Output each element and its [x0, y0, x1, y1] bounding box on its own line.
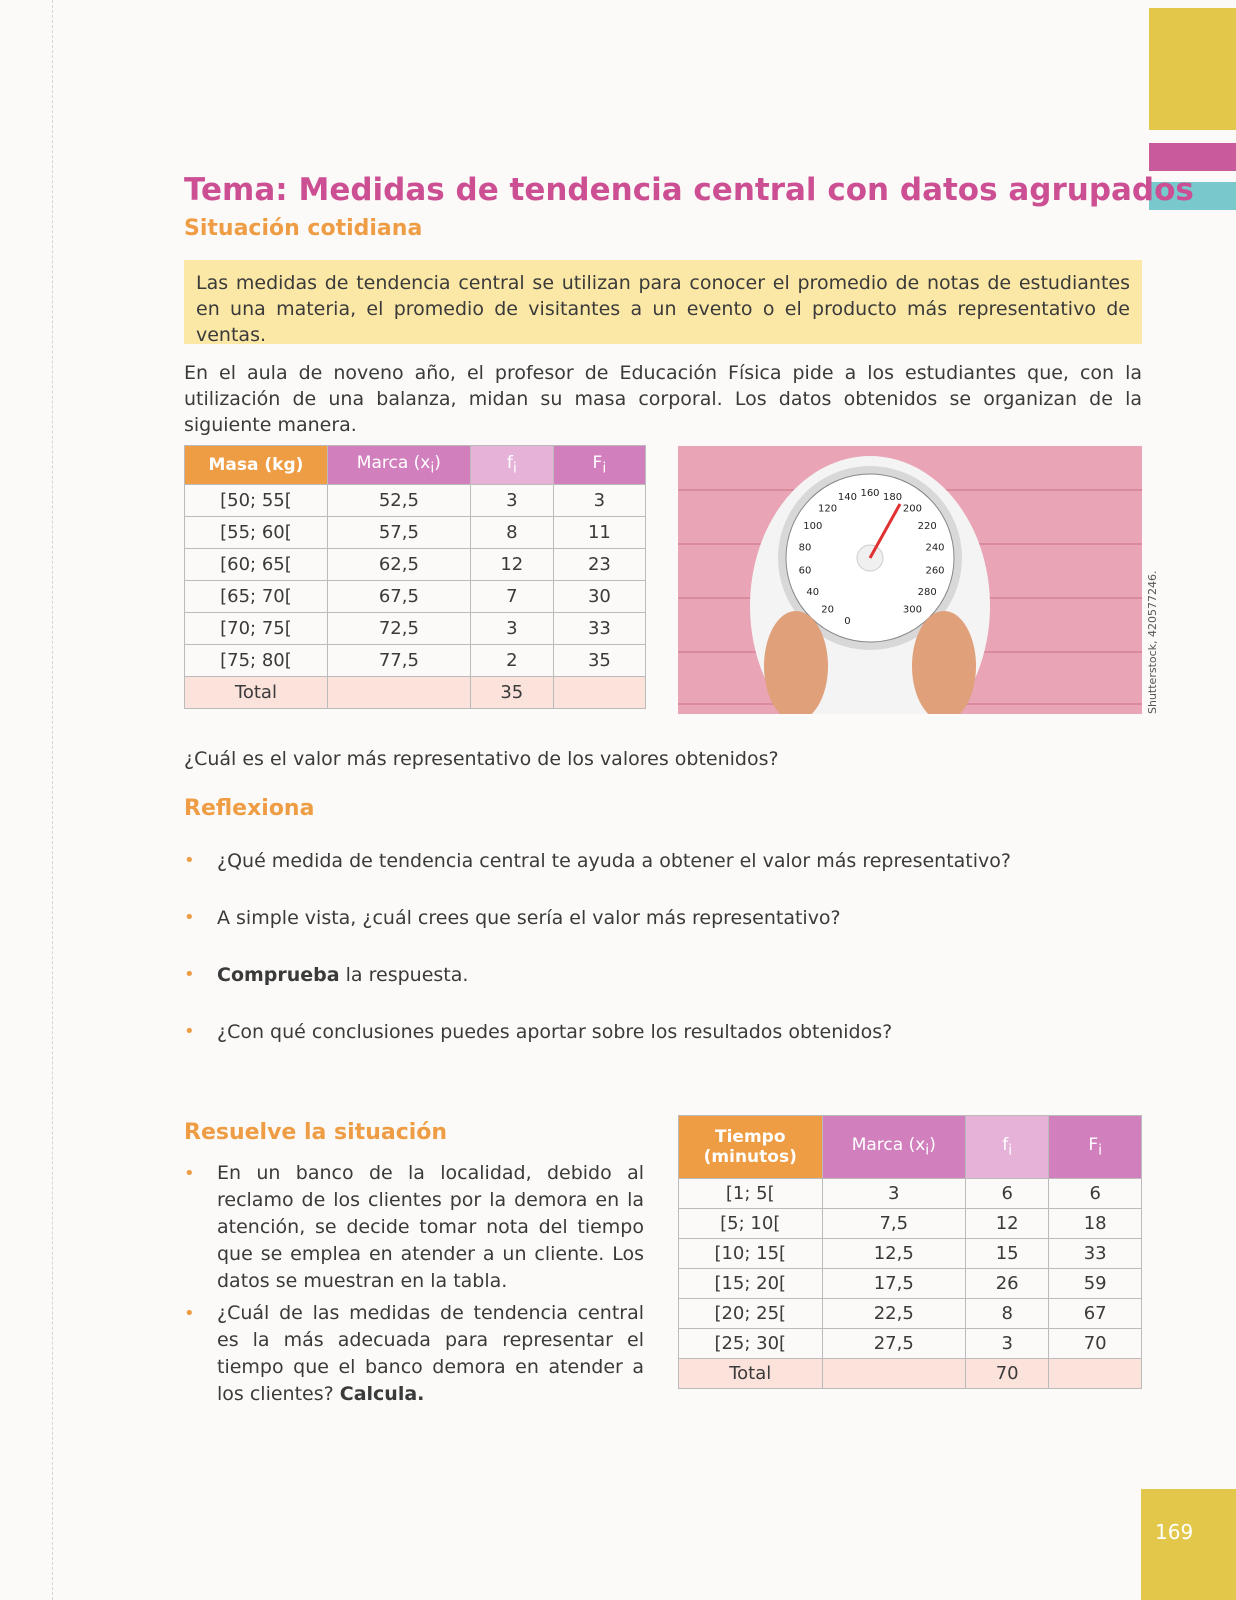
- list-item: [184, 964, 1124, 1021]
- scale-illustration: [678, 446, 1142, 714]
- time-table-header: [679, 1116, 1142, 1179]
- resuelve-heading: Resuelve la situación: [184, 1120, 448, 1145]
- table-cell: 33: [1049, 1239, 1142, 1269]
- table-cell: [55; 60[: [185, 517, 328, 549]
- total-row: [185, 677, 646, 709]
- bathroom-scale-photo: [678, 446, 1142, 714]
- table-cell: 2: [470, 645, 553, 677]
- table-cell: 3: [470, 613, 553, 645]
- table-cell: 33: [553, 613, 645, 645]
- dial-number: 160: [860, 488, 880, 499]
- time-table: [678, 1115, 1142, 1389]
- dial-number: 260: [925, 565, 945, 577]
- table-cell: [553, 677, 645, 709]
- list-item: • ¿Qué medida de tendencia central te ayuda a obtener el valor más representativo?: [184, 850, 1124, 907]
- mass-table: [184, 445, 646, 709]
- header-tiempo: Tiempo (minutos): [679, 1116, 823, 1179]
- table-cell: [20; 25[: [679, 1299, 823, 1329]
- side-tab-yellow: [1149, 8, 1236, 130]
- table-cell: 3: [553, 485, 645, 517]
- table-row: [185, 517, 646, 549]
- table-cell: [822, 1359, 966, 1389]
- situacion-heading: Situación cotidiana: [184, 216, 423, 241]
- page-number: 169: [1155, 1520, 1194, 1544]
- table-cell: 17,5: [822, 1269, 966, 1299]
- header-Fi: $F_i$: [1049, 1116, 1142, 1179]
- table-cell: 67: [1049, 1299, 1142, 1329]
- dial-number: 220: [917, 521, 937, 532]
- side-tab-magenta: [1149, 143, 1236, 171]
- intro-box: Las medidas de tendencia central se utilizan para conocer el promedio de notas de estudiantes en una materia, el promedio de visitantes a un evento o el producto más representativo de ventas.: [184, 260, 1142, 344]
- reflexiona-heading: Reflexiona: [184, 796, 315, 821]
- list-item: • A simple vista, ¿cuál crees que sería el valor más representativo?: [184, 907, 1124, 964]
- table-cell: 11: [553, 517, 645, 549]
- table-cell: [65; 70[: [185, 581, 328, 613]
- table-cell: [75; 80[: [185, 645, 328, 677]
- header-fi: $f_i$: [470, 446, 553, 485]
- bold-text: Calcula.: [339, 1383, 425, 1405]
- table-row: [679, 1239, 1142, 1269]
- table-cell: 35: [470, 677, 553, 709]
- table-cell: Total: [185, 677, 328, 709]
- table-cell: 77,5: [327, 645, 470, 677]
- table-cell: 7,5: [822, 1209, 966, 1239]
- table-cell: 3: [822, 1179, 966, 1209]
- table-row: [185, 581, 646, 613]
- bold-text: Comprueba: [217, 964, 340, 986]
- list-item: • ¿Con qué conclusiones puedes aportar sobre los resultados obtenidos?: [184, 1021, 1124, 1078]
- table-cell: 26: [966, 1269, 1049, 1299]
- table-cell: 15: [966, 1239, 1049, 1269]
- table-cell: 72,5: [327, 613, 470, 645]
- table-cell: [5; 10[: [679, 1209, 823, 1239]
- table-cell: 3: [966, 1329, 1049, 1359]
- dial-number: 60: [798, 565, 812, 577]
- list-item: [184, 1300, 644, 1408]
- dial-number: 100: [803, 521, 823, 532]
- table-cell: 6: [1049, 1179, 1142, 1209]
- margin-guide: [52, 0, 53, 1600]
- resuelve-list: [184, 1160, 644, 1413]
- table-cell: 23: [553, 549, 645, 581]
- table-cell: 12: [966, 1209, 1049, 1239]
- dial-number: 120: [818, 503, 838, 515]
- header-masa: Masa (kg): [185, 446, 328, 485]
- table-cell: [1049, 1359, 1142, 1389]
- total-row: [679, 1359, 1142, 1389]
- header-marca: Marca $(x_i)$: [822, 1116, 966, 1179]
- dial-number: 140: [837, 492, 857, 503]
- table-row: [679, 1299, 1142, 1329]
- table-cell: 70: [966, 1359, 1049, 1389]
- header-fi: $f_i$: [966, 1116, 1049, 1179]
- table-cell: 62,5: [327, 549, 470, 581]
- table-cell: 35: [553, 645, 645, 677]
- list-item: • En un banco de la localidad, debido al reclamo de los clientes por la demora en la atención, se decide tomar nota del tiempo que se emplea en atender a un cliente. Los datos se muestran en la tabla.: [184, 1160, 644, 1295]
- table-cell: 30: [553, 581, 645, 613]
- reflexiona-list: [184, 850, 1124, 1078]
- list-item-text: la respuesta.: [339, 964, 469, 986]
- image-credit: Shutterstock, 420577246.: [1146, 570, 1159, 714]
- table-row: [185, 613, 646, 645]
- dial-number: 240: [925, 542, 945, 554]
- header-Fi: $F_i$: [553, 446, 645, 485]
- mass-table-header: [185, 446, 646, 485]
- dial-number: 300: [902, 604, 922, 616]
- dial-number: 80: [798, 542, 812, 554]
- table-row: [185, 485, 646, 517]
- table-cell: [327, 677, 470, 709]
- table-row: [185, 645, 646, 677]
- dial-number: 180: [883, 492, 903, 503]
- table-row: [679, 1269, 1142, 1299]
- table-cell: 57,5: [327, 517, 470, 549]
- table-cell: [25; 30[: [679, 1329, 823, 1359]
- table-cell: 59: [1049, 1269, 1142, 1299]
- table-cell: 6: [966, 1179, 1049, 1209]
- dial-number: 280: [917, 587, 937, 598]
- table-cell: [70; 75[: [185, 613, 328, 645]
- table-cell: 7: [470, 581, 553, 613]
- table-cell: 27,5: [822, 1329, 966, 1359]
- table-cell: [15; 20[: [679, 1269, 823, 1299]
- table-cell: Total: [679, 1359, 823, 1389]
- table-cell: 18: [1049, 1209, 1142, 1239]
- dial-number: 40: [806, 587, 820, 598]
- table-row: [679, 1209, 1142, 1239]
- table-cell: 12,5: [822, 1239, 966, 1269]
- table-row: [185, 549, 646, 581]
- main-question: ¿Cuál es el valor más representativo de los valores obtenidos?: [184, 748, 779, 770]
- table-cell: [10; 15[: [679, 1239, 823, 1269]
- table-cell: [60; 65[: [185, 549, 328, 581]
- table-cell: [1; 5[: [679, 1179, 823, 1209]
- table-cell: [50; 55[: [185, 485, 328, 517]
- table-cell: 3: [470, 485, 553, 517]
- dial-number: 20: [821, 604, 834, 616]
- table-cell: 8: [470, 517, 553, 549]
- table-cell: 22,5: [822, 1299, 966, 1329]
- page-title: Tema: Medidas de tendencia central con datos agrupados: [184, 172, 1194, 208]
- table-cell: 67,5: [327, 581, 470, 613]
- header-marca: Marca $(x_i)$: [327, 446, 470, 485]
- dial-number: 0: [844, 616, 851, 627]
- table-cell: 12: [470, 549, 553, 581]
- table-cell: 70: [1049, 1329, 1142, 1359]
- table-row: [679, 1329, 1142, 1359]
- list-item-text: ¿Cuál de las medidas de tendencia central es la más adecuada para representar el tiempo que el banco demora en atender a los clientes?: [217, 1302, 644, 1405]
- table-cell: 8: [966, 1299, 1049, 1329]
- intro-paragraph: En el aula de noveno año, el profesor de Educación Física pide a los estudiantes que, con la utilización de una balanza, midan su masa corporal. Los datos obtenidos se organizan de la siguiente manera.: [184, 362, 1142, 436]
- table-row: [679, 1179, 1142, 1209]
- page-number-box: [1141, 1489, 1236, 1600]
- dial-number: 200: [902, 503, 922, 515]
- table-cell: 52,5: [327, 485, 470, 517]
